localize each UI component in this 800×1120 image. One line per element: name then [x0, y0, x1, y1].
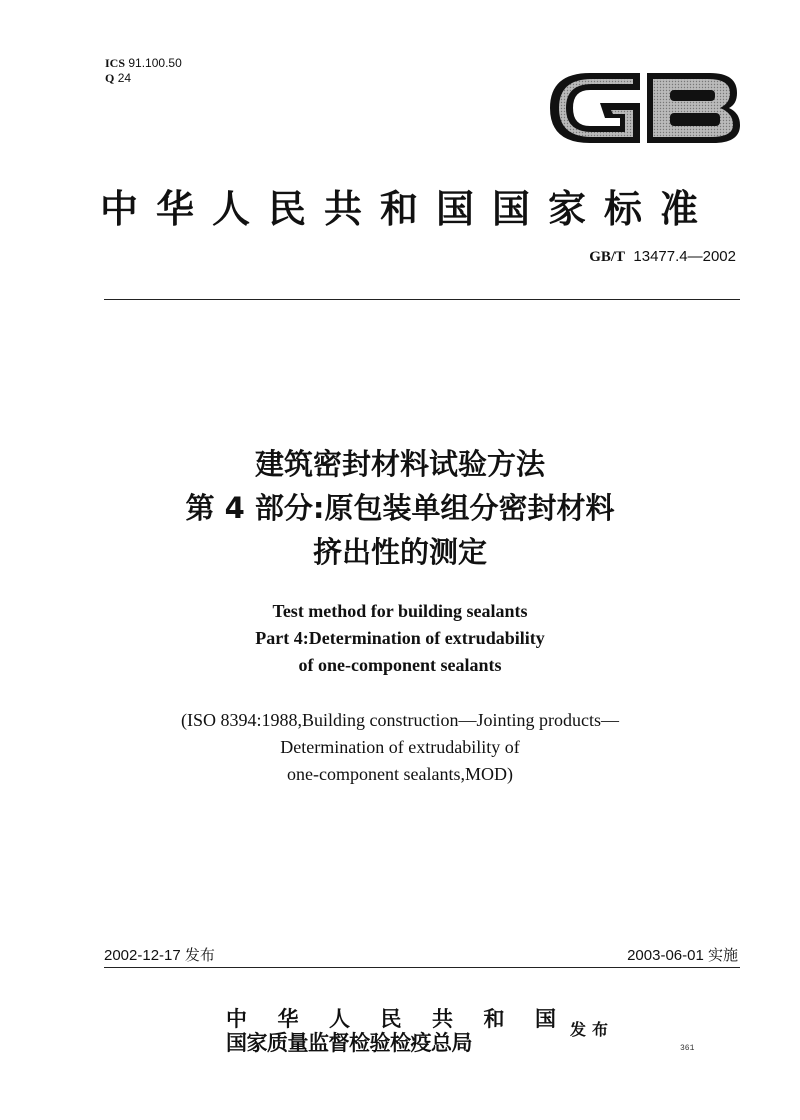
gb-logo-icon [545, 68, 745, 148]
iso-reference-line3: one-component sealants,MOD) [287, 764, 513, 784]
iso-reference-line2: Determination of extrudability of [280, 737, 520, 757]
title-en-line2: Part 4:Determination of extrudability [255, 628, 545, 648]
national-standard-title: 中华人民共和国国家标准 [100, 186, 717, 231]
standard-code: GB/T 13477.4—2002 [589, 248, 736, 265]
footer-divider [104, 967, 740, 968]
title-cn-line3: 挤出性的测定 [312, 535, 487, 569]
implementation-date: 2003-06-01 实施 [627, 947, 738, 964]
ics-classification [105, 56, 182, 86]
ccs-line: Q 24 [105, 71, 132, 85]
ics-line: ICS 91.100.50 [105, 56, 182, 70]
publisher-action: 发布 [570, 1020, 615, 1039]
title-en-line3: of one-component sealants [298, 655, 502, 675]
issue-date: 2002-12-17 发布 [104, 947, 215, 964]
title-cn-line1: 建筑密封材料试验方法 [254, 447, 545, 481]
publisher-line2: 国家质量监督检验检疫总局 [226, 1030, 472, 1055]
title-en-line1: Test method for building sealants [272, 601, 528, 621]
header-divider [104, 299, 740, 300]
publisher-line1: 中 华 人 民 共 和 国 [226, 1006, 556, 1031]
title-cn-line2: 第 4 部分:原包装单组分密封材料 [185, 491, 615, 525]
page-number: 361 [680, 1044, 695, 1053]
iso-reference-line1: (ISO 8394:1988,Building construction—Jointing products— [181, 710, 619, 730]
